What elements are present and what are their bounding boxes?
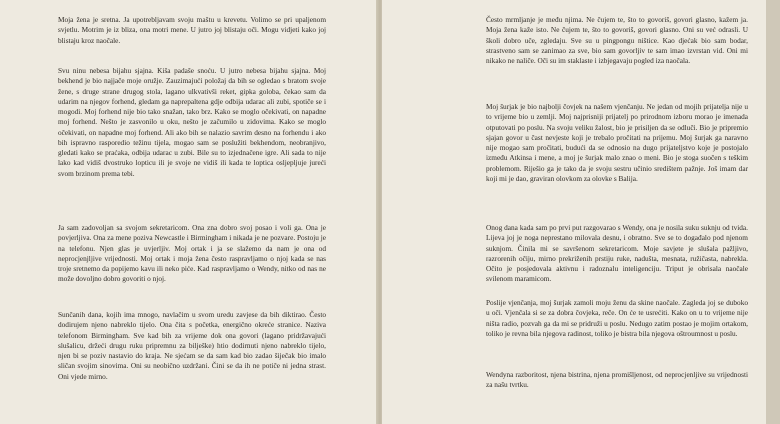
left-paragraph-2: Svu ninu nebesa bijahu sjajna. Kiša padaše snoću. U jutro nebesa bijahu sjajna. Moj bekhend je bio najjače moje oružje. Zauzimajući položaj da bih se ogledao s bratom svoje žene, s druge strane drugog stola, lagano ulkvativši reket, gipka goloba, čekao sam da udarim na njegov forhend, gledam ga naprepaltena gdje odbija udarac ali zubi, spotiče se i mogodi. Moj forhend nije bio tako snažan, tako brz. Kako se moglo očekivati, on napadne moj forhend. Nešto je zasvonilo u oku, nešto je začumilo u zidovima. Kako se moglo očekivati, on napadne moj forhend. Ali ako bih se nalazio savrim desno na forhendu i ako bih ispravno rasporedio težinu tijela, mogao sam se poslužiti bekhendom, neobranjivo, gledati kako se praćaka, odbija udarac u zubi. Bile su to izjednačene igre. Ali sada to nije lako kad vidiš dvostruko lopticu ili je svoje ne vidiš ili kada te loptica osljepljuje jureći svom brzinom prema tebi. bbox=[58, 66, 326, 178]
left-paragraph-4: Sunčanih dana, kojih ima mnogo, navlačim u svom uredu zavjese da bih diktirao. Često dodirujem njeno nabreklo tijelo. Ona čita s početka, energično okreće stranice. Naziva telefonom Birmingham. Sve kad bih za vrijeme dok ona govori (lagano pridržavajući slušalicu, držeći drugu ruku pripremnu za bilješke) htio dodirnuti njeno nabreklo tijelo, njen bi se poziv nastavio do kraja. Ne sjećam se da sam kad bio zadao šiječak bio imalo sličan svojim sinovima. Oni su neobično uzdržani. Čini se da ih ne potiče ni jedna strast. Oni vjede mirno. bbox=[58, 310, 326, 381]
page-edge bbox=[766, 0, 780, 424]
right-paragraph-2: Moj šurjak je bio najbolji čovjek na našem vjenčanju. Ne jedan od mojih prijatelja nije u to vrijeme bio u zemlji. Moj najprisniji prijatelj po prirodnom izboru morao je imenada otputovati po poslu. Na svoju veliku žalost, bio je prisiljen da se odluči. Bio je pripremio sjajan govor u čast nevjeste koji je trebalo pročitati na prijemu. Moj šurjak ga naravno nije mogao sam pročitati, budući da se odnosio na dugo prijateljstvo koje je postojalo između Atkinsa i mene, a moj je šurjak malo znao o meni. Bio je stoga suočen s teškim problemom. Riješio ga je tako da je svoju sestru učinio središtem pažnje. Još imam dar koji mi je dao, graviran olovkom za olovke s Balija. bbox=[486, 102, 748, 183]
right-page bbox=[382, 0, 766, 424]
right-paragraph-5: Wendyna razboritost, njena bistrina, njena promišljenost, od neprocjenljive su vrijednosti za našu tvrtku. bbox=[486, 370, 748, 390]
right-paragraph-1: Često mrmljanje je među njima. Ne čujem te, što to govoriš, govori glasno, kažem ja. Moja žena kaže isto. Ne čujem te, što to govoriš, govori glasno. Oni su već odrasli. U školi dobro uče, zgledaju. Sve su u pingpongu ništice. Kao djećak bio sam bodar, strastveno sam se zanimao za sve, bio sam govorljiv te sam imao izvrstan vid. Oni mi nikako ne naliče. Oči su im staklaste i izbjegavaju pogled iza naočala. bbox=[486, 15, 748, 65]
left-paragraph-1: Moja žena je sretna. Ja upotrebljavam svoju maštu u krevetu. Volimo se pri upaljenom svjetlu. Motrim je iz bliza, ona motri mene. U jutro joj blistaju oči. Mogu vidjeti kako joj blistaju kroz naočale. bbox=[58, 15, 326, 45]
right-paragraph-3: Onog dana kada sam po prvi put razgovarao s Wendy, ona je nosila suku suknju od tvida. Lijeva joj je noga neprestano milovala desnu, i obratno. Sve se to događalo pod njenom suknjom. Činila mi se savršenom sekretaricom. Moje savjete je slušala pažljivo, razrorenih očiju, mirno prekriženih prstiju ruke, nadušta, mesnata, ružičasta, nabrekla. Očito je posjedovala aktivnu i radoznalu inteligenciju. Triput je obrisala naočale svilenom maramicom. bbox=[486, 223, 748, 284]
left-page bbox=[0, 0, 378, 424]
right-paragraph-4: Poslije vjenčanja, moj šurjak zamoli moju ženu da skine naočale. Zagleda joj se duboko u oči. Vjenčala si se za dobra čovjeka, reče. On će te usrećiti. Kako on u to vrijeme nije ništa radio, pozvah ga da mi se pridruži u poslu. Nedugo zatim postao je mojim ortakom, toliko je revna bila njegova radinost, toliko je bistra bila njegova oštroumnost u poslu. bbox=[486, 298, 748, 338]
left-paragraph-3: Ja sam zadovoljan sa svojom sekretaricom. Ona zna dobro svoj posao i voli ga. Ona je povjerljiva. Ona za mene poziva Newcastle i Birmingham i nikada je ne pozvare. Postoju je na telefonu. Njen glas je uvjerljiv. Moj ortak i ja se slažemo da nam je ona od neprocjenjljive vrijednosti. Moj ortak i moja žena često raspravljamo o njoj kada se nas troje sretnemo da popijemo kavu ili neko piće. Kad raspravljamo o Wendy, nitko od nas ne može dovoljno dobro govoriti o njoj. bbox=[58, 223, 326, 284]
